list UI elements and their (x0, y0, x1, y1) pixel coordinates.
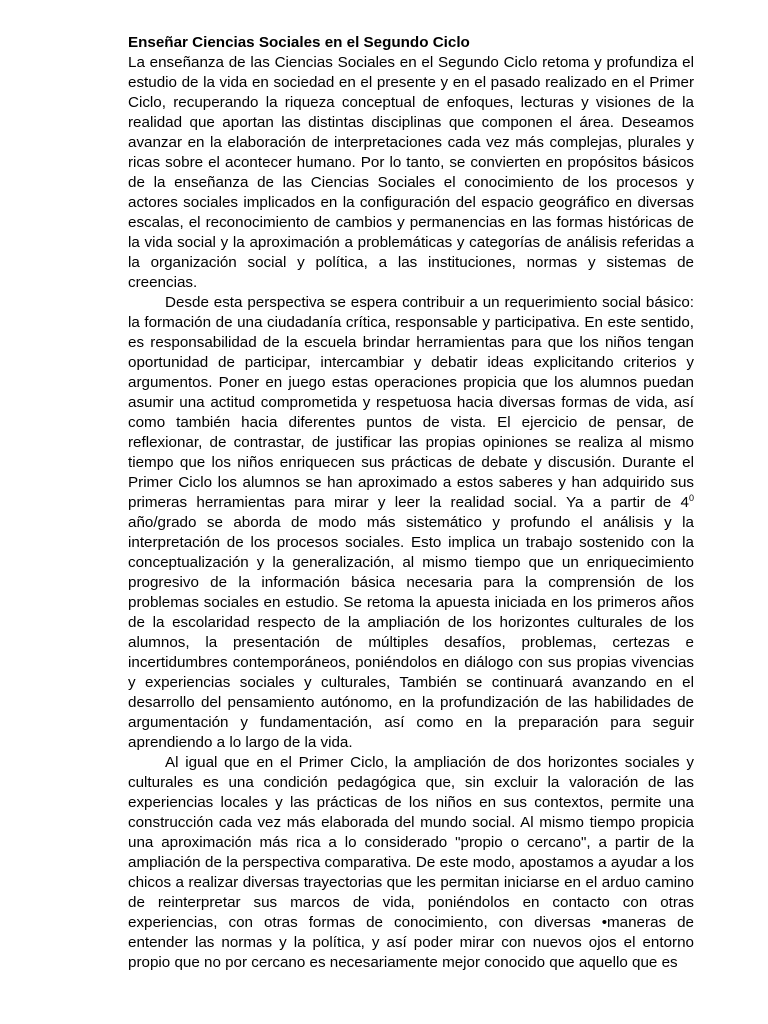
document-page (128, 33, 694, 973)
paragraph-1: La enseñanza de las Ciencias Sociales en el Segundo Ciclo retoma y profundiza el estudio de la vida en sociedad en el presente y en el pasado realizado en el Primer Ciclo, recuperando la riqueza conceptual de enfoques, lecturas y visiones de la realidad que aportan las distintas disciplinas que componen el área. Deseamos avanzar en la elaboración de interpretaciones cada vez más complejas, plurales y ricas sobre el acontecer humano. Por lo tanto, se convierten en propósitos básicos de la enseñanza de las Ciencias Sociales el conocimiento de los procesos y actores sociales implicados en la configuración del espacio geográfico en diversas escalas, el reconocimiento de cambios y permanencias en las formas históricas de la vida social y la aproximación a problemáticas y categorías de análisis referidas a la organización social y política, a las instituciones, normas y sistemas de creencias. (128, 54, 694, 291)
ordinal-superscript: 0 (688, 493, 694, 503)
paragraph-2-text-before: Desde esta perspectiva se espera contribuir a un requerimiento social básico: la formación de una ciudadanía crítica, responsable y participativa. En este sentido, es responsabilidad de la escuela brindar herramientas para que los niños tengan oportunidad de participar, intercambiar y debatir ideas explicitando criterios y argumentos. Poner en juego estas operaciones propicia que los alumnos puedan asumir una actitud comprometida y respetuosa hacia diversas formas de vida, así como también hacia diferentes puntos de vista. El ejercicio de pensar, de reflexionar, de contrastar, de justificar las propias opiniones se realiza al mismo tiempo que los niños enriquecen sus prácticas de debate y discusión. Durante el Primer Ciclo los alumnos se han aproximado a estos saberes y han adquirido sus primeras herramientas para mirar y leer la realidad social. Ya a partir de 4 (128, 294, 694, 511)
paragraph-2-text-after: año/grado se aborda de modo más sistemático y profundo el análisis y la interpretación de los procesos sociales. Esto implica un trabajo sostenido con la conceptualización y la generalización, al mismo tiempo que un enriquecimiento progresivo de la información básica necesaria para la comprensión de los problemas sociales en estudio. Se retoma la apuesta iniciada en los primeros años de la escolaridad respecto de la ampliación de los horizontes culturales de los alumnos, la presentación de múltiples desafíos, problemas, certezas e incertidumbres contemporáneos, poniéndolos en diálogo con sus propias vivencias y experiencias sociales y culturales, También se continuará avanzando en el desarrollo del pensamiento autónomo, en la profundización de las habilidades de argumentación y fundamentación, así como en la preparación para seguir aprendiendo a lo largo de la vida. (128, 514, 694, 751)
paragraph-2 (128, 293, 694, 753)
document-title: Enseñar Ciencias Sociales en el Segundo Ciclo (128, 34, 470, 51)
paragraph-3: Al igual que en el Primer Ciclo, la ampliación de dos horizontes sociales y culturales es una condición pedagógica que, sin excluir la valoración de las experiencias locales y las prácticas de los niños en sus contextos, permite una construcción cada vez más elaborada del mundo social. Al mismo tiempo propicia una aproximación más rica a lo considerado "propio o cercano", a partir de la ampliación de la perspectiva comparativa. De este modo, apostamos a ayudar a los chicos a realizar diversas trayectorias que les permitan iniciarse en el arduo camino de reinterpretar sus marcos de vida, poniéndolos en contacto con otras experiencias, con otras formas de conocimiento, con diversas •maneras de entender las normas y la política, y así poder mirar con nuevos ojos el entorno propio que no por cercano es necesariamente mejor conocido que aquello que es (128, 754, 694, 971)
